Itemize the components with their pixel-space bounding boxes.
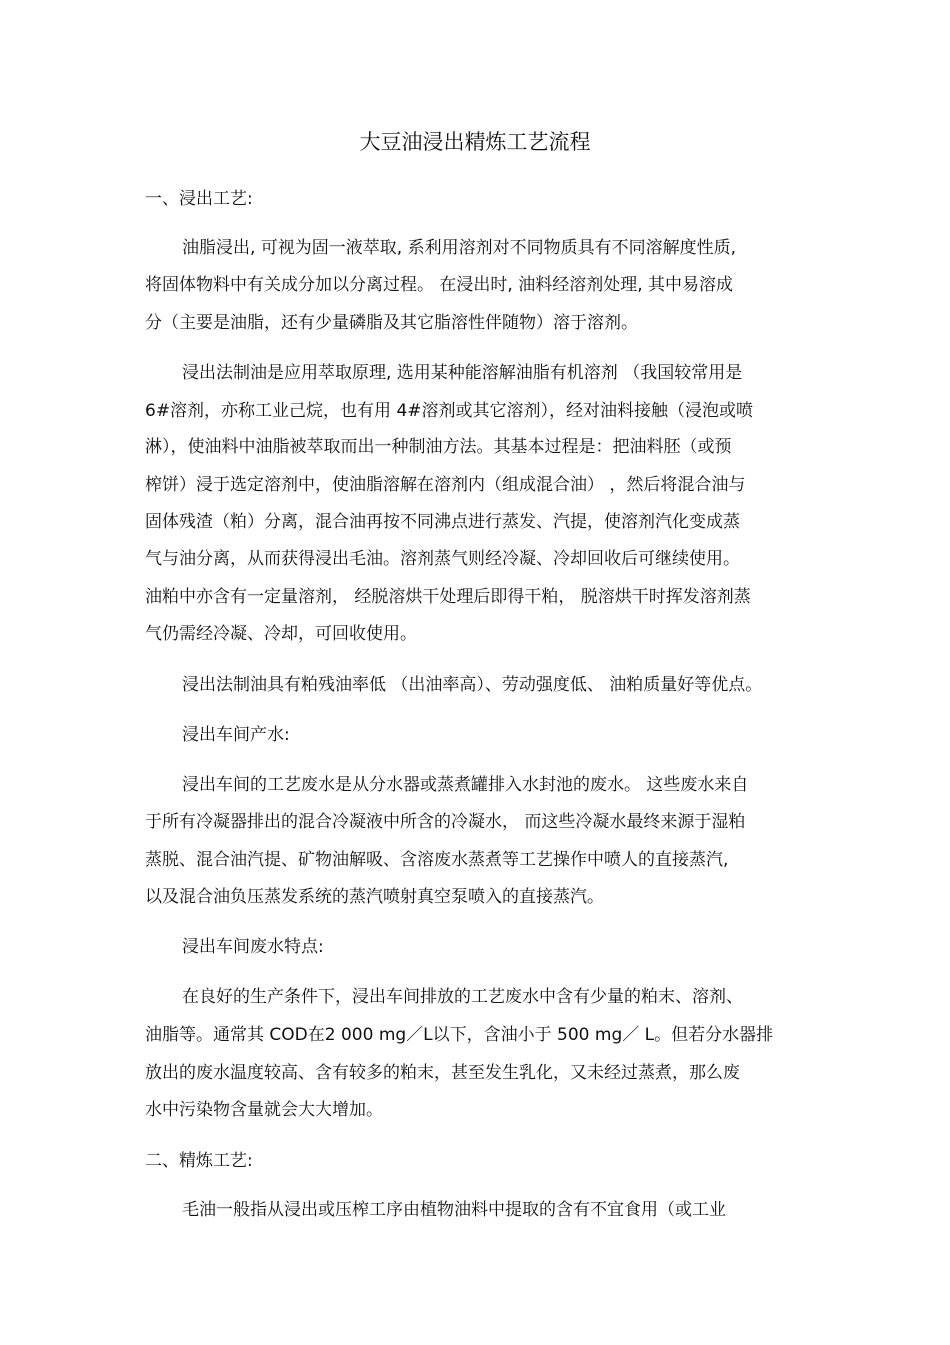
- paragraph-line: 榨饼）浸于选定溶剂中，使油脂溶解在溶剂内（组成混合油） ，然后将混合油与: [145, 475, 746, 495]
- subheading-wastewater-features: 浸出车间废水特点:: [182, 937, 324, 957]
- paragraph-line: 放出的废水温度较高、含有较多的粕末，甚至发生乳化，又未经过蒸煮，那么废: [145, 1063, 740, 1083]
- paragraph-line: 浸出法制油是应用萃取原理, 选用某种能溶解油脂有机溶剂 （我国较常用是: [182, 363, 743, 383]
- paragraph-line: 气仍需经冷凝、冷却，可回收使用。: [145, 624, 417, 644]
- paragraph-line: 气与油分离，从而获得浸出毛油。溶剂蒸气则经冷凝、冷却回收后可继续使用。: [145, 549, 740, 569]
- paragraph-line: 分（主要是油脂，还有少量磷脂及其它脂溶性伴随物）溶于溶剂。: [145, 313, 638, 333]
- section-heading-refining: 二、精炼工艺:: [145, 1151, 253, 1171]
- paragraph-line: 油脂等。通常其 COD在2 000 mg／L以下，含油小于 500 mg／ L。但若分水器排: [145, 1025, 774, 1045]
- paragraph-line: 6#溶剂，亦称工业己烷，也有用 4#溶剂或其它溶剂），经对油料接触（浸泡或喷: [145, 401, 754, 421]
- subheading-workshop-water: 浸出车间产水:: [182, 725, 290, 745]
- paragraph-line: 蒸脱、混合油汽提、矿物油解吸、含溶废水蒸煮等工艺操作中喷人的直接蒸汽,: [145, 850, 729, 870]
- paragraph-line: 毛油一般指从浸出或压榨工序由植物油料中提取的含有不宜食用（或工业: [182, 1200, 726, 1220]
- section-heading-extraction: 一、浸出工艺:: [145, 189, 253, 209]
- paragraph-line: 以及混合油负压蒸发系统的蒸汽喷射真空泵喷入的直接蒸汽。: [145, 887, 604, 907]
- paragraph-line: 油脂浸出, 可视为固一液萃取, 系利用溶剂对不同物质具有不同溶解度性质,: [182, 238, 737, 258]
- paragraph-line: 在良好的生产条件下，浸出车间排放的工艺废水中含有少量的粕末、溶剂、: [182, 987, 743, 1007]
- paragraph-line: 浸出法制油具有粕残油率低 （出油率高）、劳动强度低、 油粕质量好等优点。: [182, 675, 763, 695]
- paragraph-line: 于所有冷凝器排出的混合冷凝液中所含的冷凝水， 而这些冷凝水最终来源于湿粕: [145, 812, 746, 832]
- paragraph-line: 将固体物料中有关成分加以分离过程。 在浸出时, 油料经溶剂处理, 其中易溶成: [145, 275, 734, 295]
- document-title: 大豆油浸出精炼工艺流程: [359, 130, 591, 154]
- paragraph-line: 固体残渣（粕）分离，混合油再按不同沸点进行蒸发、汽提，使溶剂汽化变成蒸: [145, 512, 740, 532]
- paragraph-line: 油粕中亦含有一定量溶剂， 经脱溶烘干处理后即得干粕， 脱溶烘干时挥发溶剂蒸: [145, 587, 751, 607]
- paragraph-line: 淋），使油料中油脂被萃取而出一种制油方法。其基本过程是：把油料胚（或预: [145, 437, 732, 457]
- paragraph-line: 水中污染物含量就会大大增加。: [145, 1100, 383, 1120]
- paragraph-line: 浸出车间的工艺废水是从分水器或蒸煮罐排入水封池的废水。 这些废水来自: [182, 775, 749, 795]
